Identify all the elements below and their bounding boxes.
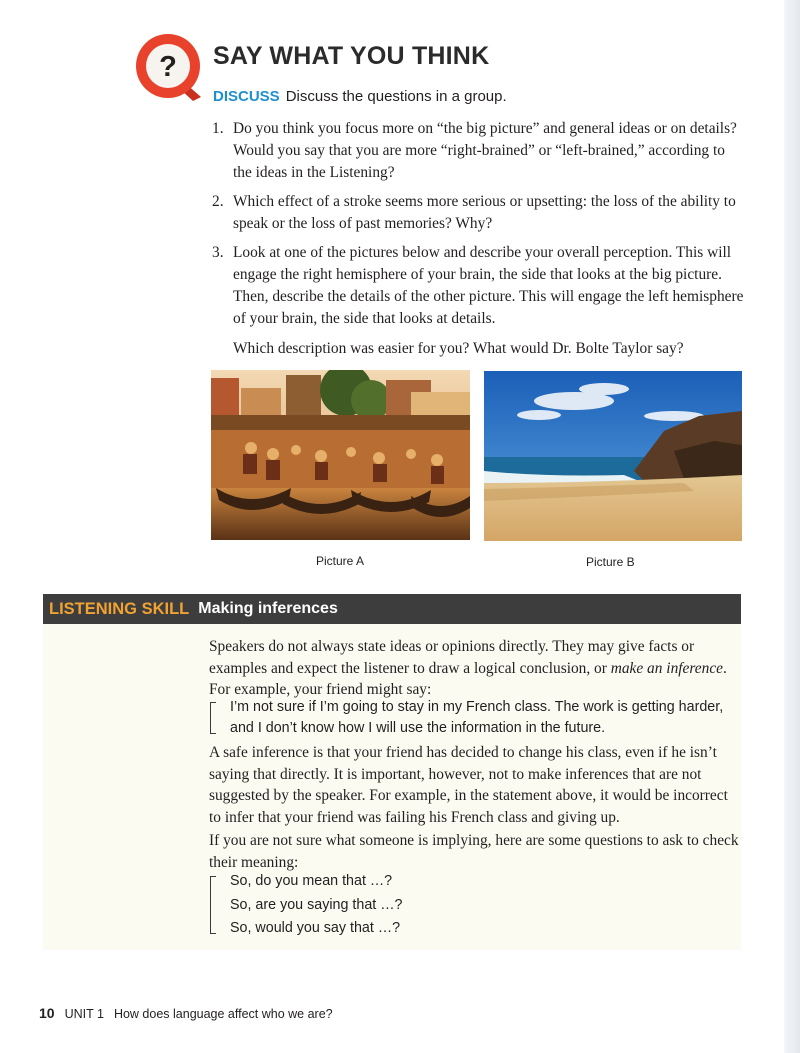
question-text: Do you think you focus more on “the big picture” and general ideas or on details? Would you say that you are more “right-brained” or “left-brained,” according to the ideas in the Listening? (233, 120, 737, 181)
question-mark-magnifier-icon (135, 33, 205, 103)
svg-text:?: ? (159, 51, 177, 83)
page-footer (39, 1005, 333, 1021)
picture-b-beach-photo (484, 371, 742, 541)
question-number: 2. (212, 193, 224, 210)
skill-paragraph-1-end: . For example, your friend might say: (209, 659, 727, 698)
example-quote: I’m not sure if I’m going to stay in my French class. The work is getting harder, and I don’t know how I will use the information in the future. (230, 699, 724, 736)
check-question: So, do you mean that …? (230, 873, 393, 889)
question-number: 1. (212, 120, 224, 137)
skill-paragraph-2: A safe inference is that your friend has decided to change his class, even if he isn’t saying that directly. It is important, however, not to make inferences that are not suggested by the speaker. For example, in the statement above, it would be incorrect to infer that your friend was failing his French class and giving up. (209, 744, 728, 826)
unit-title: How does language affect who we are? (113, 1007, 333, 1021)
listening-skill-tag: LISTENING SKILL (49, 599, 190, 618)
discuss-tag: DISCUSS (213, 88, 280, 105)
question-text: Which effect of a stroke seems more serious or upsetting: the loss of the ability to speak or the loss of past memories? Why? (233, 193, 736, 232)
page-number: 10 (39, 1005, 55, 1021)
question-number: 3. (212, 244, 224, 261)
listening-skill-header (43, 594, 741, 624)
question-3 (212, 242, 747, 330)
example-bracket (210, 702, 216, 734)
check-question: So, are you saying that …? (230, 897, 403, 913)
picture-a-harbor-photo (211, 370, 470, 540)
skill-paragraph-3: If you are not sure what someone is implying, here are some questions to ask to check their meaning: (209, 832, 739, 871)
unit-label: UNIT 1 (64, 1007, 104, 1021)
page-edge (784, 0, 800, 1053)
picture-a-caption: Picture A (316, 554, 365, 568)
followup-question: Which description was easier for you? What would Dr. Bolte Taylor say? (233, 340, 684, 357)
listening-skill-name: Making inferences (198, 600, 338, 617)
skill-paragraph-1 (209, 636, 739, 701)
skill-term-emphasis: make an inference (610, 659, 723, 677)
picture-b-caption: Picture B (586, 555, 635, 569)
question-2 (212, 191, 747, 235)
check-questions-bracket (210, 876, 216, 934)
section-title: SAY WHAT YOU THINK (213, 42, 490, 70)
discuss-instruction-line (213, 88, 507, 105)
check-question: So, would you say that …? (230, 920, 401, 936)
skill-paragraph-1-text: Speakers do not always state ideas or opinions directly. They may give facts or examples and expect the listener to draw a logical conclusion, or (209, 638, 695, 677)
discuss-instruction: Discuss the questions in a group. (285, 88, 507, 105)
question-text: Look at one of the pictures below and describe your overall perception. This will engage the right hemisphere of your brain, the side that looks at the big picture. Then, describe the details of the other picture. This will engage the left hemisphere of your brain, the side that looks at details. (233, 244, 744, 327)
question-1 (212, 118, 747, 184)
